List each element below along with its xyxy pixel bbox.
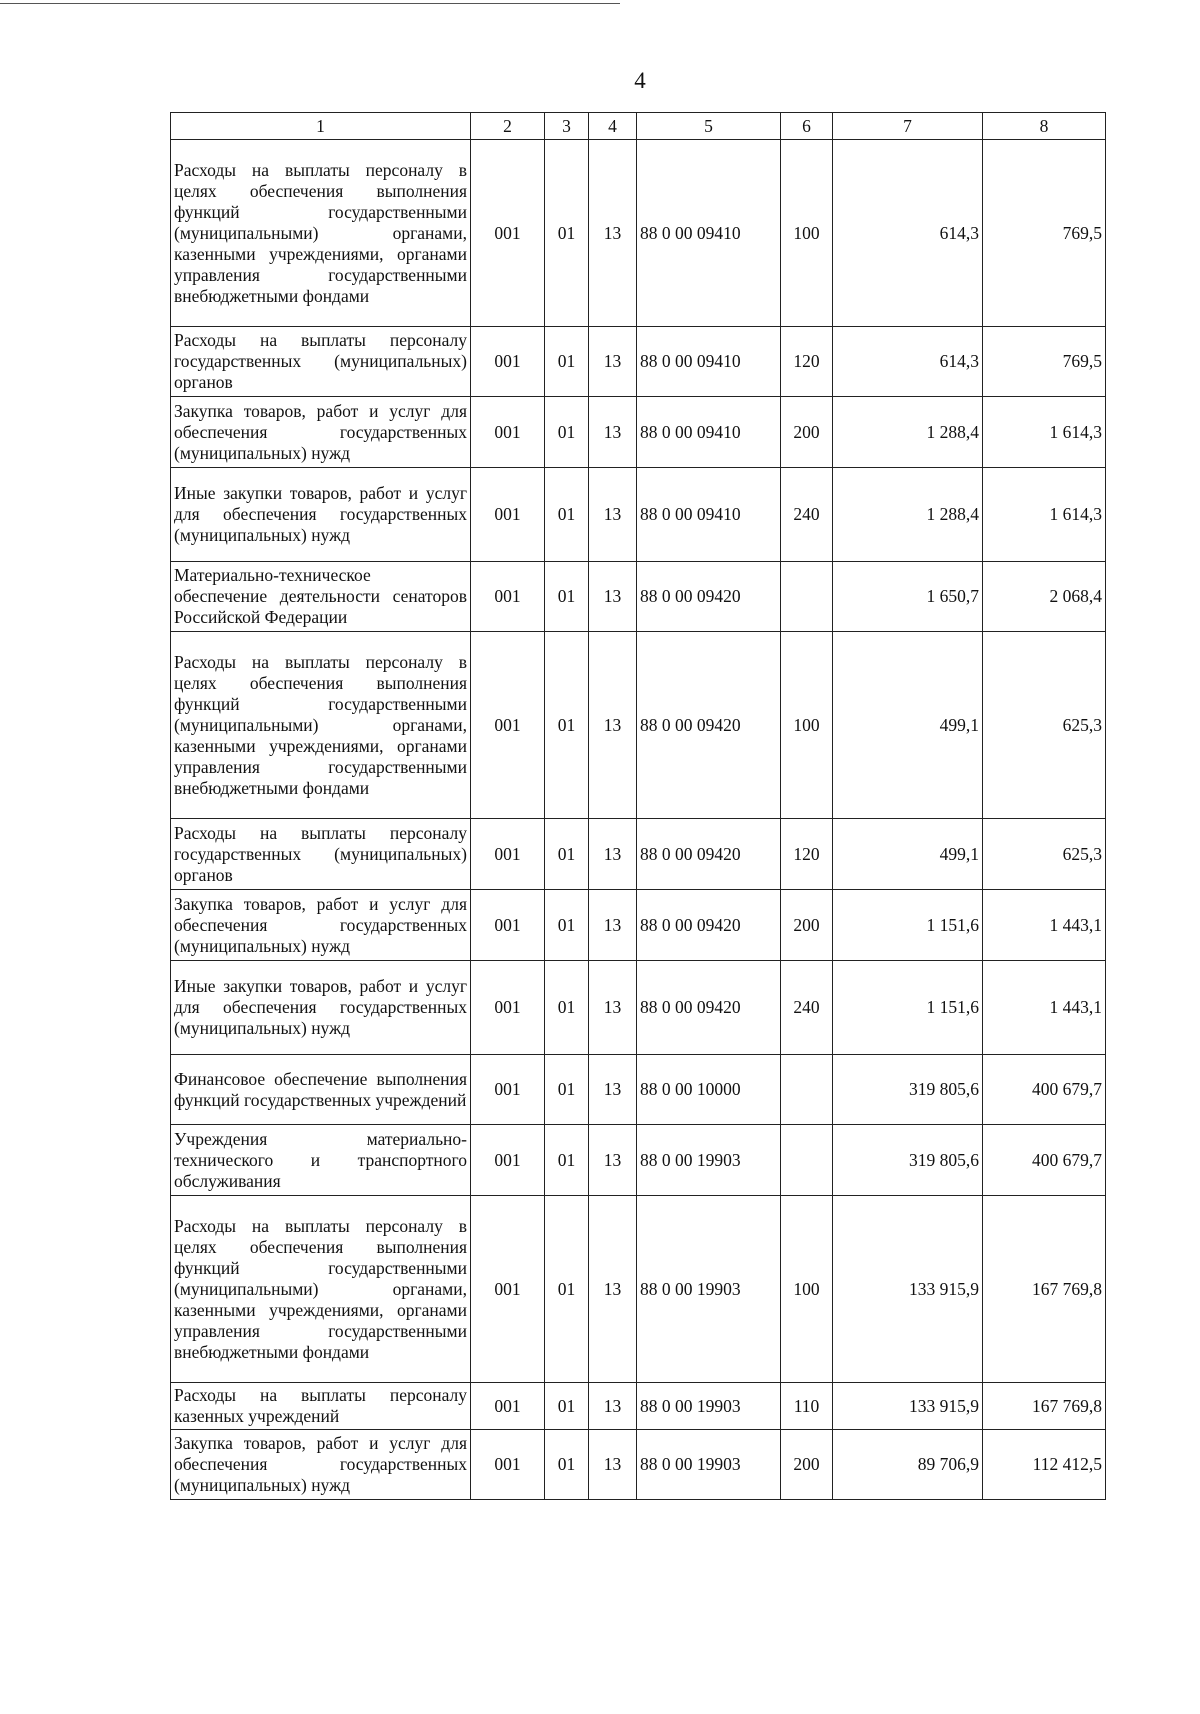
table-row (171, 819, 1106, 890)
cell-col-6: 120 (781, 327, 833, 397)
cell-col-8: 1 614,3 (983, 397, 1106, 468)
cell-col-8: 167 769,8 (983, 1196, 1106, 1383)
cell-col-8: 625,3 (983, 819, 1106, 890)
cell-col-7: 319 805,6 (833, 1055, 983, 1125)
table-row (171, 140, 1106, 327)
cell-col-5: 88 0 00 10000 (637, 1055, 781, 1125)
cell-col-5: 88 0 00 09420 (637, 961, 781, 1055)
cell-col-7: 1 288,4 (833, 397, 983, 468)
budget-table (170, 112, 1106, 1500)
cell-col-2: 001 (471, 1196, 545, 1383)
cell-col-7: 1 288,4 (833, 468, 983, 562)
header-cell: 1 (171, 113, 471, 140)
row-description: Расходы на выплаты персоналу в целях обеспечения выполнения функций государственными (муниципальными) органами, казенными учреждениями, органами управления государственными внебюджетными фондами (171, 1196, 471, 1383)
cell-col-8: 2 068,4 (983, 562, 1106, 632)
table-row (171, 961, 1106, 1055)
header-cell: 3 (545, 113, 589, 140)
cell-col-5: 88 0 00 09420 (637, 890, 781, 961)
cell-col-6: 100 (781, 140, 833, 327)
table-row (171, 1383, 1106, 1430)
cell-col-7: 614,3 (833, 140, 983, 327)
row-description: Закупка товаров, работ и услуг для обеспечения государственных (муниципальных) нужд (171, 890, 471, 961)
cell-col-5: 88 0 00 09410 (637, 468, 781, 562)
cell-col-8: 112 412,5 (983, 1430, 1106, 1500)
cell-col-5: 88 0 00 09410 (637, 327, 781, 397)
cell-col-4: 13 (589, 961, 637, 1055)
cell-col-4: 13 (589, 562, 637, 632)
cell-col-5: 88 0 00 09420 (637, 819, 781, 890)
cell-col-8: 167 769,8 (983, 1383, 1106, 1430)
cell-col-2: 001 (471, 1125, 545, 1196)
cell-col-6: 110 (781, 1383, 833, 1430)
cell-col-5: 88 0 00 19903 (637, 1430, 781, 1500)
cell-col-4: 13 (589, 140, 637, 327)
cell-col-6: 100 (781, 632, 833, 819)
cell-col-2: 001 (471, 819, 545, 890)
cell-col-3: 01 (545, 819, 589, 890)
cell-col-4: 13 (589, 1196, 637, 1383)
table-row (171, 468, 1106, 562)
cell-col-7: 499,1 (833, 819, 983, 890)
cell-col-2: 001 (471, 1430, 545, 1500)
cell-col-4: 13 (589, 397, 637, 468)
cell-col-2: 001 (471, 961, 545, 1055)
cell-col-3: 01 (545, 562, 589, 632)
cell-col-4: 13 (589, 819, 637, 890)
cell-col-5: 88 0 00 19903 (637, 1383, 781, 1430)
cell-col-3: 01 (545, 961, 589, 1055)
row-description: Закупка товаров, работ и услуг для обеспечения государственных (муниципальных) нужд (171, 1430, 471, 1500)
page-number: 4 (634, 68, 646, 93)
cell-col-4: 13 (589, 1125, 637, 1196)
cell-col-3: 01 (545, 1430, 589, 1500)
cell-col-8: 400 679,7 (983, 1055, 1106, 1125)
cell-col-5: 88 0 00 09420 (637, 562, 781, 632)
row-description: Расходы на выплаты персоналу в целях обеспечения выполнения функций государственными (муниципальными) органами, казенными учреждениями, органами управления государственными внебюджетными фондами (171, 632, 471, 819)
table-row (171, 890, 1106, 961)
row-description: Расходы на выплаты персоналу казенных учреждений (171, 1383, 471, 1430)
cell-col-8: 1 443,1 (983, 890, 1106, 961)
cell-col-7: 499,1 (833, 632, 983, 819)
cell-col-6: 120 (781, 819, 833, 890)
table-row (171, 327, 1106, 397)
table-row (171, 1196, 1106, 1383)
header-cell: 4 (589, 113, 637, 140)
header-cell: 7 (833, 113, 983, 140)
header-row (171, 113, 1106, 140)
cell-col-3: 01 (545, 1055, 589, 1125)
row-description: Иные закупки товаров, работ и услуг для обеспечения государственных (муниципальных) нужд (171, 961, 471, 1055)
cell-col-2: 001 (471, 890, 545, 961)
cell-col-8: 769,5 (983, 327, 1106, 397)
row-description: Иные закупки товаров, работ и услуг для обеспечения государственных (муниципальных) нужд (171, 468, 471, 562)
cell-col-4: 13 (589, 1055, 637, 1125)
cell-col-6: 240 (781, 468, 833, 562)
cell-col-8: 625,3 (983, 632, 1106, 819)
cell-col-2: 001 (471, 1383, 545, 1430)
cell-col-6: 200 (781, 1430, 833, 1500)
cell-col-6 (781, 562, 833, 632)
cell-col-4: 13 (589, 468, 637, 562)
row-description: Закупка товаров, работ и услуг для обеспечения государственных (муниципальных) нужд (171, 397, 471, 468)
row-description: Расходы на выплаты персоналу в целях обеспечения выполнения функций государственными (муниципальными) органами, казенными учреждениями, органами управления государственными внебюджетными фондами (171, 140, 471, 327)
cell-col-4: 13 (589, 632, 637, 819)
cell-col-5: 88 0 00 19903 (637, 1125, 781, 1196)
cell-col-8: 1 443,1 (983, 961, 1106, 1055)
cell-col-2: 001 (471, 1055, 545, 1125)
cell-col-2: 001 (471, 468, 545, 562)
cell-col-3: 01 (545, 632, 589, 819)
cell-col-6: 200 (781, 890, 833, 961)
cell-col-2: 001 (471, 562, 545, 632)
cell-col-4: 13 (589, 1383, 637, 1430)
cell-col-2: 001 (471, 327, 545, 397)
cell-col-3: 01 (545, 1125, 589, 1196)
cell-col-7: 89 706,9 (833, 1430, 983, 1500)
top-rule (0, 3, 620, 4)
cell-col-7: 319 805,6 (833, 1125, 983, 1196)
cell-col-3: 01 (545, 468, 589, 562)
table-row (171, 1125, 1106, 1196)
cell-col-8: 400 679,7 (983, 1125, 1106, 1196)
cell-col-2: 001 (471, 140, 545, 327)
cell-col-6: 200 (781, 397, 833, 468)
cell-col-6 (781, 1055, 833, 1125)
cell-col-7: 1 151,6 (833, 961, 983, 1055)
row-description: Финансовое обеспечение выполнения функций государственных учреждений (171, 1055, 471, 1125)
cell-col-7: 1 650,7 (833, 562, 983, 632)
cell-col-8: 769,5 (983, 140, 1106, 327)
cell-col-6 (781, 1125, 833, 1196)
cell-col-4: 13 (589, 890, 637, 961)
cell-col-3: 01 (545, 140, 589, 327)
cell-col-3: 01 (545, 397, 589, 468)
cell-col-3: 01 (545, 327, 589, 397)
table-row (171, 562, 1106, 632)
cell-col-3: 01 (545, 1196, 589, 1383)
cell-col-7: 1 151,6 (833, 890, 983, 961)
cell-col-3: 01 (545, 890, 589, 961)
table-row (171, 397, 1106, 468)
cell-col-7: 133 915,9 (833, 1383, 983, 1430)
cell-col-7: 133 915,9 (833, 1196, 983, 1383)
header-cell: 5 (637, 113, 781, 140)
cell-col-8: 1 614,3 (983, 468, 1106, 562)
row-description: Расходы на выплаты персоналу государственных (муниципальных) органов (171, 327, 471, 397)
cell-col-5: 88 0 00 09410 (637, 397, 781, 468)
header-cell: 6 (781, 113, 833, 140)
header-cell: 8 (983, 113, 1106, 140)
row-description: Учреждения материально-технического и транспортного обслуживания (171, 1125, 471, 1196)
table-row (171, 632, 1106, 819)
table-row (171, 1430, 1106, 1500)
cell-col-2: 001 (471, 397, 545, 468)
header-cell: 2 (471, 113, 545, 140)
cell-col-7: 614,3 (833, 327, 983, 397)
cell-col-5: 88 0 00 09420 (637, 632, 781, 819)
cell-col-2: 001 (471, 632, 545, 819)
cell-col-4: 13 (589, 1430, 637, 1500)
row-description: Расходы на выплаты персоналу государственных (муниципальных) органов (171, 819, 471, 890)
table-row (171, 1055, 1106, 1125)
cell-col-3: 01 (545, 1383, 589, 1430)
cell-col-6: 100 (781, 1196, 833, 1383)
cell-col-5: 88 0 00 09410 (637, 140, 781, 327)
row-description: Материально-техническое обеспечение деятельности сенаторов Российской Федерации (171, 562, 471, 632)
cell-col-5: 88 0 00 19903 (637, 1196, 781, 1383)
cell-col-6: 240 (781, 961, 833, 1055)
cell-col-4: 13 (589, 327, 637, 397)
